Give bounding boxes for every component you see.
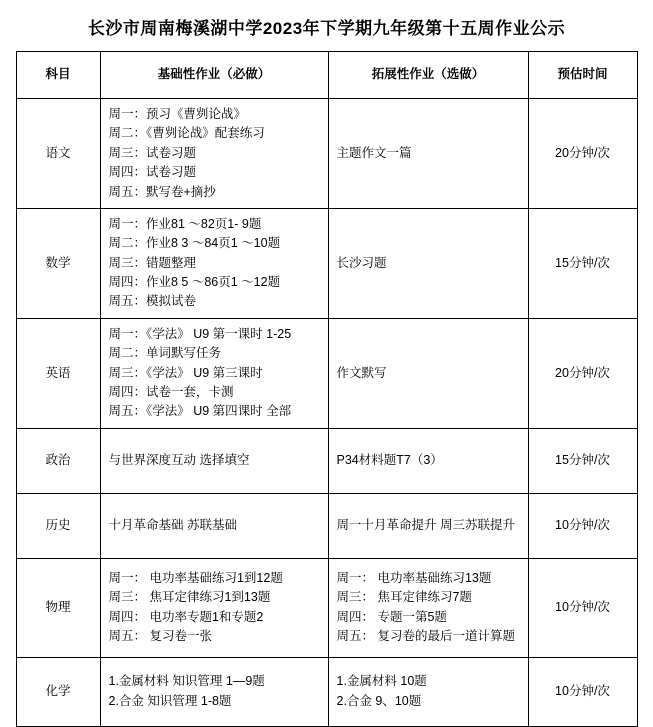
column-header-basic: 基础性作业（必做） — [100, 52, 328, 99]
extended-homework-cell: 周一： 电功率基础练习13题 周三： 焦耳定律练习7题 周四： 专题一第5题 周五： 复习卷的最后一道计算题 — [328, 558, 528, 657]
homework-table — [16, 51, 638, 727]
basic-homework-cell: 周一：作业81 ～82页1- 9题 周二：作业8 3 ～84页1 ～10题 周三：错题整理 周四：作业8 5 ～86页1 ～12题 周五：模拟试卷 — [100, 208, 328, 318]
table-body — [16, 99, 637, 727]
page-title: 长沙市周南梅溪湖中学2023年下学期九年级第十五周作业公示 — [87, 19, 566, 38]
basic-homework-cell: 周一：预习《曹刿论战》 周二：《曹刿论战》配套练习 周三：试卷习题 周四：试卷习题 周五：默写卷+摘抄 — [100, 99, 328, 209]
subject-cell: 数学 — [16, 208, 100, 318]
estimated-time-cell: 10分钟/次 — [528, 493, 637, 558]
estimated-time-cell: 10分钟/次 — [528, 558, 637, 657]
subject-cell: 历史 — [16, 493, 100, 558]
subject-cell: 语文 — [16, 99, 100, 209]
subject-cell: 英语 — [16, 318, 100, 428]
table-row — [16, 318, 637, 428]
subject-cell: 政治 — [16, 428, 100, 493]
extended-homework-cell: 周一十月革命提升 周三苏联提升 — [328, 493, 528, 558]
table-row — [16, 428, 637, 493]
extended-homework-cell: 作文默写 — [328, 318, 528, 428]
basic-homework-cell: 与世界深度互动 选择填空 — [100, 428, 328, 493]
table-row — [16, 493, 637, 558]
estimated-time-cell: 20分钟/次 — [528, 318, 637, 428]
basic-homework-cell: 十月革命基础 苏联基础 — [100, 493, 328, 558]
basic-homework-cell: 周一：《学法》 U9 第一课时 1-25 周二：单词默写任务 周三：《学法》 U9 第三课时 周四：试卷一套，卡测 周五：《学法》 U9 第四课时 全部 — [100, 318, 328, 428]
extended-homework-cell: 长沙习题 — [328, 208, 528, 318]
subject-cell: 物理 — [16, 558, 100, 657]
extended-homework-cell: P34材料题T7（3） — [328, 428, 528, 493]
table-header — [16, 52, 637, 99]
table-header-row — [16, 52, 637, 99]
column-header-time: 预估时间 — [528, 52, 637, 99]
column-header-extended: 拓展性作业（选做） — [328, 52, 528, 99]
column-header-subject: 科目 — [16, 52, 100, 99]
table-row — [16, 99, 637, 209]
table-row — [16, 558, 637, 657]
basic-homework-cell: 周一： 电功率基础练习1到12题 周三： 焦耳定律练习1到13题 周四： 电功率专题1和专题2 周五： 复习卷一张 — [100, 558, 328, 657]
estimated-time-cell: 15分钟/次 — [528, 208, 637, 318]
estimated-time-cell: 20分钟/次 — [528, 99, 637, 209]
basic-homework-cell: 1.金属材料 知识管理 1—9题 2.合金 知识管理 1-8题 — [100, 657, 328, 726]
estimated-time-cell: 10分钟/次 — [528, 657, 637, 726]
subject-cell: 化学 — [16, 657, 100, 726]
estimated-time-cell: 15分钟/次 — [528, 428, 637, 493]
extended-homework-cell: 1.金属材料 10题 2.合金 9、10题 — [328, 657, 528, 726]
extended-homework-cell: 主题作文一篇 — [328, 99, 528, 209]
table-row — [16, 657, 637, 726]
table-row — [16, 208, 637, 318]
